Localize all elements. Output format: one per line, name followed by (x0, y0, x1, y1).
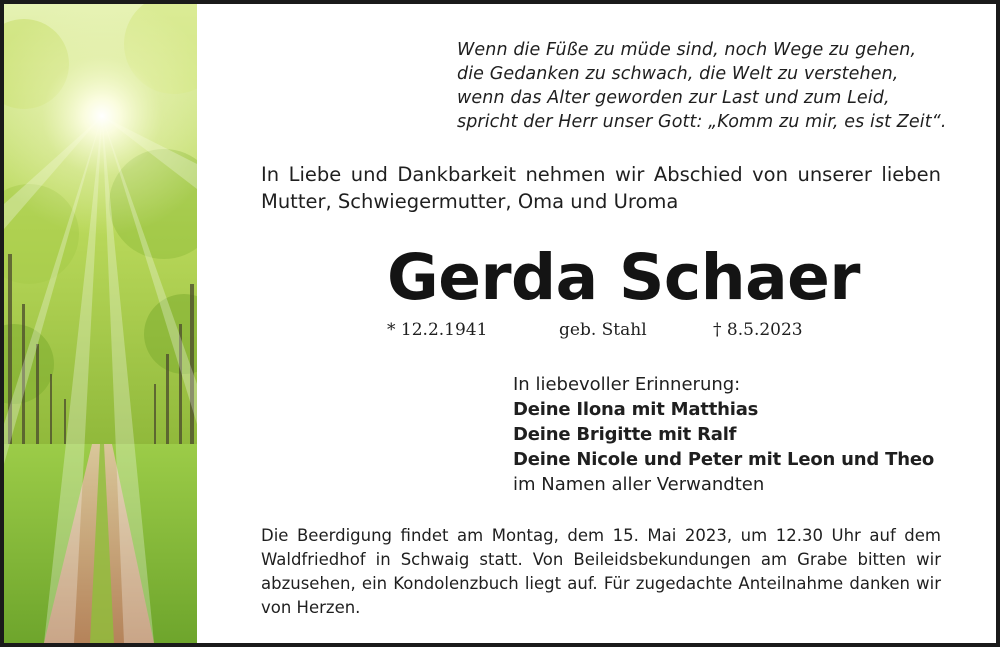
birth-date: * 12.2.1941 (387, 320, 488, 340)
poem-line: wenn das Alter geworden zur Last und zum Leid, (457, 88, 890, 108)
mourners-block (513, 372, 934, 497)
obituary-content (197, 4, 996, 643)
poem-line: spricht der Herr unser Gott: „Komm zu mir, es ist Zeit“. (457, 112, 947, 132)
deceased-name: Gerda Schaer (387, 241, 860, 314)
funeral-notice: Die Beerdigung findet am Montag, dem 15. Mai 2023, um 12.30 Uhr auf dem Waldfriedhof in Schwaig statt. Von Beileidsbekundungen am Grabe bitten wir abzusehen, ein Kondolenzbuch liegt auf. Für zugedachte Anteilnahme danken wir von Herzen. (261, 526, 941, 617)
poem (457, 38, 977, 134)
intro-text: In Liebe und Dankbarkeit nehmen wir Abschied von unserer lieben Mutter, Schwiegermutter, Oma und Uroma (261, 163, 941, 213)
poem-line: Wenn die Füße zu müde sind, noch Wege zu gehen, (457, 40, 917, 60)
mourners-closing: im Namen aller Verwandten (513, 474, 765, 495)
mourners-heading: In liebevoller Erinnerung: (513, 374, 741, 395)
mourner-family: Deine Brigitte mit Ralf (513, 424, 737, 445)
life-dates (387, 320, 817, 342)
maiden-name: geb. Stahl (559, 320, 647, 340)
mourner-family: Deine Ilona mit Matthias (513, 399, 759, 420)
poem-line: die Gedanken zu schwach, die Welt zu verstehen, (457, 64, 899, 84)
death-date: † 8.5.2023 (713, 320, 803, 340)
forest-path-image (4, 4, 197, 643)
mourner-family: Deine Nicole und Peter mit Leon und Theo (513, 449, 935, 470)
